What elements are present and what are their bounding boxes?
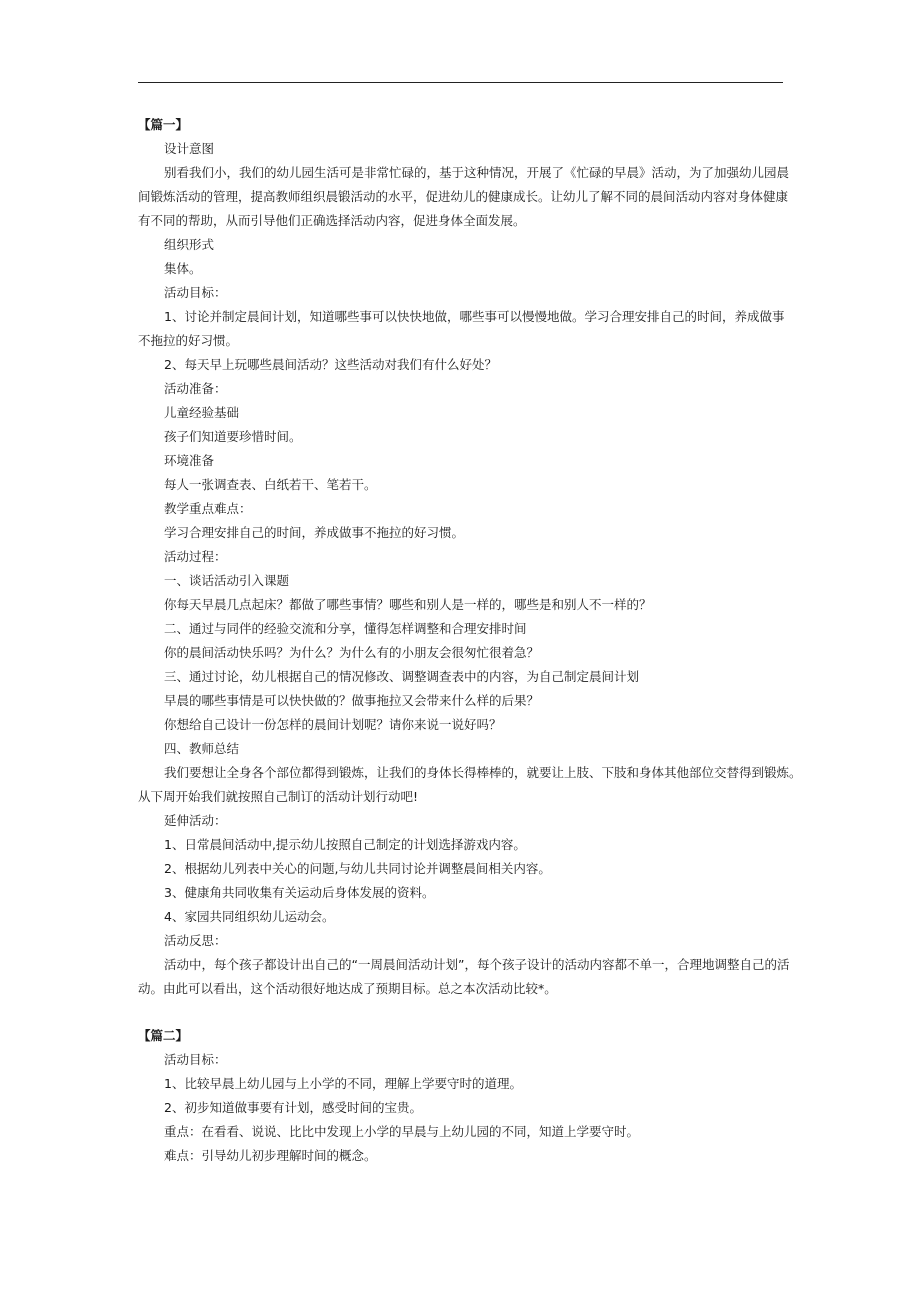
paragraph-line: 从下周开始我们就按照自己制订的活动计划行动吧!	[138, 789, 419, 804]
paragraph-line: 难点：引导幼儿初步理解时间的概念。	[164, 1148, 377, 1163]
paragraph-line: 3、健康角共同收集有关运动后身体发展的资料。	[164, 885, 435, 900]
paragraph-line: 教学重点难点：	[164, 501, 252, 516]
header-rule	[138, 82, 783, 83]
paragraph-line: 活动准备：	[164, 381, 227, 396]
paragraph-line: 活动目标：	[164, 285, 227, 300]
section-heading: 【篇二】	[138, 1028, 189, 1043]
paragraph-line: 4、家园共同组织幼儿运动会。	[164, 909, 335, 924]
paragraph-line: 活动反思：	[164, 933, 227, 948]
paragraph-line: 活动过程：	[164, 549, 227, 564]
paragraph-line: 早晨的哪些事情是可以快快做的？做事拖拉又会带来什么样的后果？	[164, 693, 540, 708]
paragraph-line: 你想给自己设计一份怎样的晨间计划呢？请你来说一说好吗？	[164, 717, 502, 732]
paragraph-line: 二、通过与同伴的经验交流和分享，懂得怎样调整和合理安排时间	[164, 621, 527, 636]
paragraph-line: 组织形式	[164, 237, 215, 252]
paragraph-line: 设计意图	[164, 141, 215, 156]
paragraph-line: 环境准备	[164, 453, 215, 468]
paragraph-line: 有不同的帮助，从而引导他们正确选择活动内容，促进身体全面发展。	[138, 213, 526, 228]
paragraph-line: 活动中，每个孩子都设计出自己的“一周晨间活动计划”，每个孩子设计的活动内容都不单一，合理地调整自己的活	[164, 957, 790, 972]
paragraph-line: 1、比较早晨上幼儿园与上小学的不同，理解上学要守时的道理。	[164, 1076, 522, 1091]
paragraph-line: 重点：在看看、说说、比比中发现上小学的早晨与上幼儿园的不同，知道上学要守时。	[164, 1124, 640, 1139]
paragraph-line: 间锻炼活动的管理，提高教师组织晨锻活动的水平，促进幼儿的健康成长。让幼儿了解不同的晨间活动内容对身体健康	[138, 189, 789, 204]
paragraph-line: 你的晨间活动快乐吗？为什么？为什么有的小朋友会很匆忙很着急？	[164, 645, 540, 660]
paragraph-line: 不拖拉的好习惯。	[138, 333, 239, 348]
section-heading: 【篇一】	[138, 117, 189, 132]
paragraph-line: 动。由此可以看出，这个活动很好地达成了预期目标。总之本次活动比较*。	[138, 981, 557, 996]
paragraph-line: 活动目标：	[164, 1052, 227, 1067]
paragraph-line: 儿童经验基础	[164, 405, 240, 420]
paragraph-line: 你每天早晨几点起床？都做了哪些事情？哪些和别人是一样的，哪些是和别人不一样的？	[164, 597, 652, 612]
paragraph-line: 四、教师总结	[164, 741, 240, 756]
paragraph-line: 2、每天早上玩哪些晨间活动？这些活动对我们有什么好处？	[164, 357, 497, 372]
paragraph-line: 孩子们知道要珍惜时间。	[164, 429, 302, 444]
paragraph-line: 2、初步知道做事要有计划，感受时间的宝贵。	[164, 1100, 422, 1115]
paragraph-line: 三、通过讨论，幼儿根据自己的情况修改、调整调查表中的内容，为自己制定晨间计划	[164, 669, 640, 684]
paragraph-line: 我们要想让全身各个部位都得到锻炼，让我们的身体长得棒棒的，就要让上肢、下肢和身体其他部位交替得到锻炼。	[164, 765, 802, 780]
paragraph-line: 集体。	[164, 261, 202, 276]
paragraph-line: 一、谈话活动引入课题	[164, 573, 290, 588]
paragraph-line: 延伸活动：	[164, 813, 227, 828]
paragraph-line: 1、讨论并制定晨间计划，知道哪些事可以快快地做，哪些事可以慢慢地做。学习合理安排自己的时间，养成做事	[164, 309, 785, 324]
paragraph-line: 每人一张调查表、白纸若干、笔若干。	[164, 477, 377, 492]
paragraph-line: 2、根据幼儿列表中关心的问题,与幼儿共同讨论并调整晨间相关内容。	[164, 861, 551, 876]
paragraph-line: 学习合理安排自己的时间，养成做事不拖拉的好习惯。	[164, 525, 465, 540]
paragraph-line: 1、日常晨间活动中,提示幼儿按照自己制定的计划选择游戏内容。	[164, 837, 526, 852]
paragraph-line: 别看我们小，我们的幼儿园生活可是非常忙碌的，基于这种情况，开展了《忙碌的早晨》活动，为了加强幼儿园晨	[164, 165, 790, 180]
